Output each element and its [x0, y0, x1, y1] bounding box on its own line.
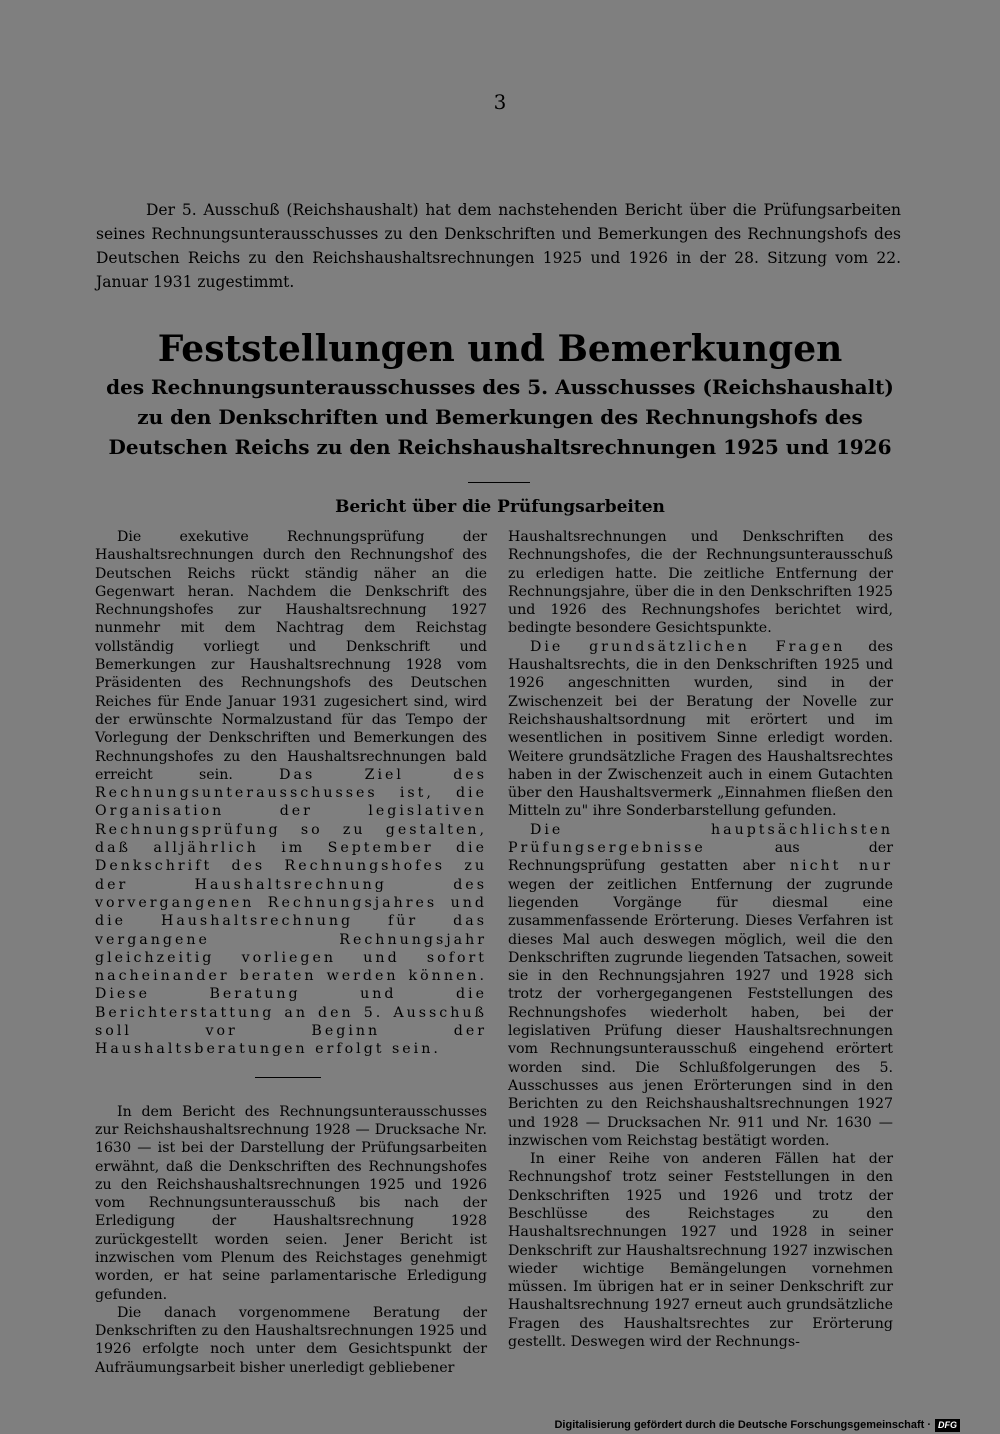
section-title: Bericht über die Prüfungsarbeiten — [335, 497, 665, 517]
intro-paragraph: Der 5. Ausschuß (Reichshaushalt) hat dem nachstehenden Bericht über die Prüfungsarbeiten seines Rechnungsunterausschusses zu den Denkschriften und Bemerkungen des Rechnungshofs des Deutschen Reichs zu den Reichshaushaltsrechnungen 1925 und 1926 in der 28. Sitzung vom 22. Januar 1931 zugestimmt. — [96, 201, 901, 291]
right-column — [508, 528, 893, 1351]
right-paragraph-3-text-a: aus der Rechnungsprüfung gestatten aber — [508, 840, 893, 875]
title-divider — [468, 482, 530, 483]
right-paragraph-3-lead: Die hauptsächlichsten Prüfungsergebnisse — [508, 821, 893, 857]
left-paragraph-1-spaced: Das Ziel des Rechnungsunterausschusses ist, die Organisation der legislativen Rechnungsprüfung so zu gestalten, daß alljährlich im September die Denkschrift des Rechnungshofes zu der Haushaltsrechnung des vorvergangenen Rechnungsjahres und die Haushaltsrechnung für das vergangene Rechnungsjahr gleichzeitig vorliegen und sofort nacheinander beraten werden können. Diese Beratung und die Berichterstattung an den 5. Ausschuß soll vor Beginn der Haushaltsberatungen erfolgt sein. — [95, 766, 487, 1058]
footer-credit — [554, 1417, 960, 1433]
right-paragraph-1: Haushaltsrechnungen und Denkschriften des Rechnungshofes, die der Rechnungsunterausschuß zu erledigen hatte. Die zeitliche Entfernung der Rechnungsjahre, über die in den Denkschriften 1925 und 1926 des Rechnungshofes berichtet wird, bedingte besondere Gesichtspunkte. — [508, 529, 893, 637]
left-divider-wrap — [95, 1059, 487, 1103]
right-paragraph-2-text: des Haushaltsrechts, die in den Denkschriften 1925 und 1926 angeschnitten wurden, sind in der Zwischenzeit bei der Beratung der Novelle zur Reichshaushaltsordnung mit erörtert und im wesentlichen in positivem Sinne erledigt worden. Weitere grundsätzliche Fragen des Haushaltsrechtes haben in der Zwischenzeit auch in einem Gutachten über den Haushaltsvermerk „Einnahmen fließen den Mitteln zu" ihre Sonderbarstellung gefunden. — [508, 638, 893, 820]
left-paragraph-1 — [95, 528, 487, 1059]
left-paragraph-2: In dem Bericht des Rechnungsunterausschusses zur Reichshaushaltsrechnung 1928 — Drucksache Nr. 1630 — ist bei der Darstellung der Prüfungsarbeiten erwähnt, daß die Denkschriften des Rechnungshofes zu den Reichshaushaltsrechnungen 1925 und 1926 vom Rechnungsunterausschuß bis nach der Erledigung der Haushaltsrechnung 1928 zurückgestellt worden seien. Jener Bericht ist inzwischen vom Plenum des Reichstages genehmigt worden, er hat seine parlamentarische Erledigung gefunden. — [95, 1103, 487, 1303]
subtitle: des Rechnungsunterausschusses des 5. Ausschusses (Reichshaushalt) zu den Denkschriften und Bemerkungen des Rechnungshofs des Deutschen Reichs zu den Reichshaushaltsrechnungen 1925 und 1926 — [106, 375, 894, 459]
footer-text: Digitalisierung gefördert durch die Deutsche Forschungsgemeinschaft · — [554, 1419, 931, 1431]
left-paragraph-1-text: Die exekutive Rechnungsprüfung der Haushaltsrechnungen durch den Rechnungshof des Deutschen Reichs rückt ständig näher an die Gegenwart heran. Nachdem die Denkschrift des Rechnungshofes zur Haushaltsrechnung 1927 nunmehr mit dem Nachtrag dem Reichstag vollständig vorliegt und Denkschrift und Bemerkungen zur Haushaltsrechnung 1928 vom Präsidenten des Rechnungshofs des Deutschen Reiches für Ende Januar 1931 zugesichert sind, wird der erwünschte Normalzustand für das Tempo der Vorlegung der Denkschriften und Bemerkungen des Rechnungshofes zu den Haushaltsrechnungen bald erreicht sein. — [95, 529, 487, 783]
right-paragraph-4: In einer Reihe von anderen Fällen hat der Rechnungshof trotz seiner Feststellungen in den Denkschriften 1925 und 1926 und trotz der Beschlüsse des Reichstages zu den Haushaltsrechnungen 1927 und 1928 in seiner Denkschrift zur Haushaltsrechnung 1927 inzwischen wieder wichtige Bemängelungen vornehmen müssen. Im übrigen hat er in seiner Denkschrift zur Haushaltsrechnung 1927 erneut auch grundsätzliche Fragen des Haushaltsrechtes zur Erörterung gestellt. Deswegen wird der Rechnungs- — [508, 1151, 893, 1351]
dfg-logo-icon: DFG — [935, 1419, 960, 1432]
page-number: 3 — [493, 90, 507, 114]
left-column — [95, 528, 487, 1377]
right-paragraph-3 — [508, 821, 893, 1150]
right-paragraph-2-lead: Die grundsätzlichen Fragen — [530, 638, 846, 655]
main-title: Feststellungen und Bemerkungen — [157, 328, 843, 370]
right-paragraph-3-text-b: wegen der zeitlichen Entfernung der zugrunde liegenden Vorgänge für diesmal eine zusammenfassende Erörterung. Dieses Verfahren ist dieses Mal auch deswegen möglich, weil die den Denkschriften zugrunde liegenden Tatsachen, soweit sie in den Rechnungsjahren 1927 und 1928 sich trotz der vorhergegangenen Feststellungen des Rechnungshofes wiederholt haben, bei der legislativen Prüfung dieser Haushaltsrechnungen vom Rechnungsunterausschuß eingehend erörtert worden sind. Die Schlußfolgerungen des 5. Ausschusses aus jenen Erörterungen sind in den Berichten zu den Reichshaushaltsrechnungen 1927 und 1928 — Drucksachen Nr. 911 und Nr. 1630 — inzwischen vom Reichstag bestätigt worden. — [508, 876, 893, 1149]
left-paragraph-3: Die danach vorgenommene Beratung der Denkschriften zu den Haushaltsrechnungen 1925 und 1926 erfolgte noch unter dem Gesichtspunkt der Aufräumungsarbeit bisher unerledigt gebliebener — [95, 1304, 487, 1376]
right-paragraph-3-spaced: nicht nur — [789, 858, 893, 875]
left-divider — [255, 1077, 321, 1078]
right-paragraph-2 — [508, 638, 893, 821]
